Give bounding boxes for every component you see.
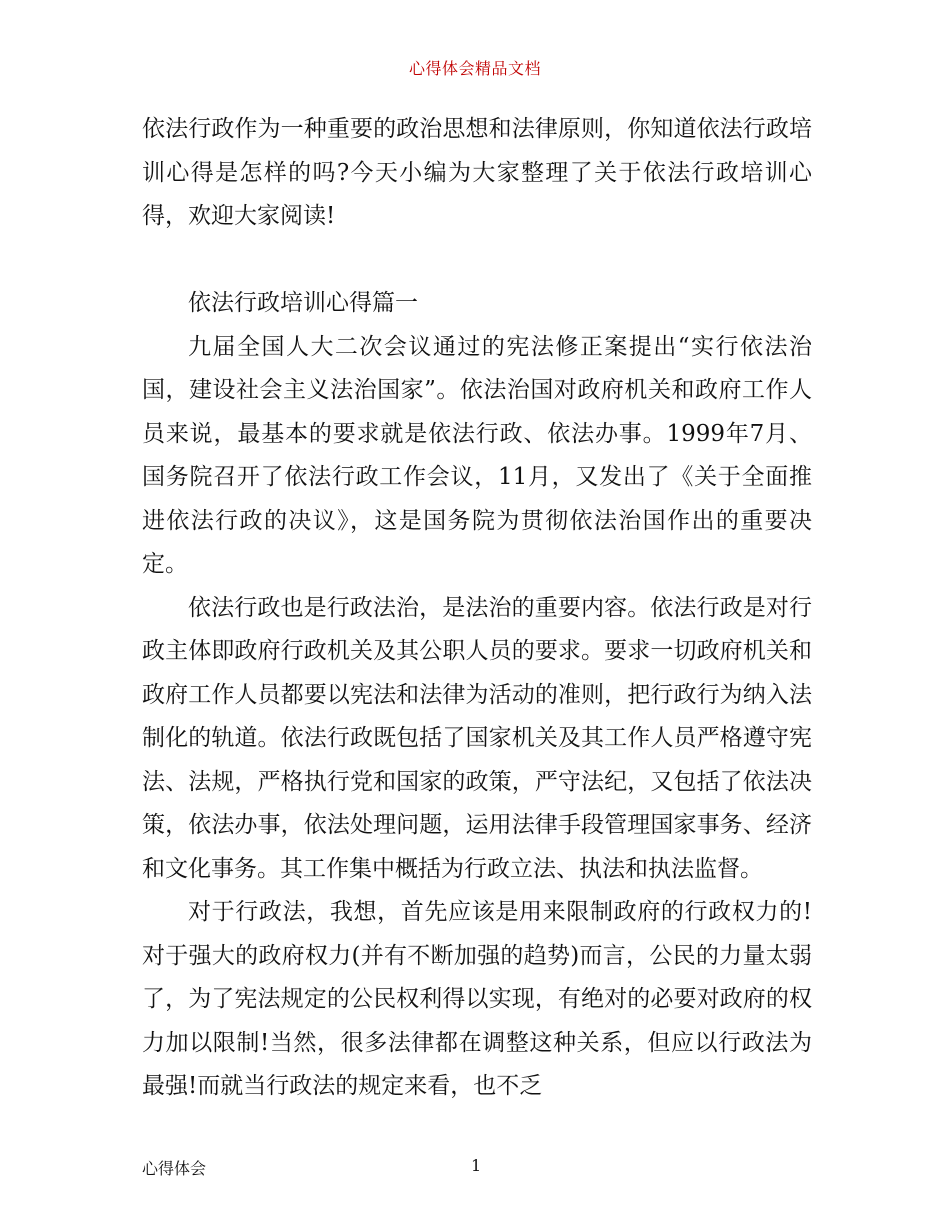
document-header: 心得体会精品文档 bbox=[408, 59, 541, 78]
page-number: 1 bbox=[471, 1156, 482, 1175]
document-body bbox=[142, 108, 812, 1109]
body-paragraph-2: 依法行政也是行政法治，是法治的重要内容。依法行政是对行政主体即政府行政机关及其公职人员的要求。要求一切政府机关和政府工作人员都要以宪法和法律为活动的准则，把行政行为纳入法制化的轨道。依法行政既包括了国家机关及其工作人员严格遵守宪法、法规，严格执行党和国家的政策，严守法纪，又包括了依法决策，依法办事，依法处理问题，运用法律手段管理国家事务、经济和文化事务。其工作集中概括为行政立法、执法和执法监督。 bbox=[142, 594, 812, 882]
intro-paragraph: 依法行政作为一种重要的政治思想和法律原则，你知道依法行政培训心得是怎样的吗?今天小编为大家整理了关于依法行政培训心得，欢迎大家阅读! bbox=[142, 116, 812, 229]
footer-label: 心得体会 bbox=[142, 1159, 207, 1178]
body-paragraph-3: 对于行政法，我想，首先应该是用来限制政府的行政权力的!对于强大的政府权力(并有不断加强的趋势)而言，公民的力量太弱了，为了宪法规定的公民权利得以实现，有绝对的必要对政府的权力加以限制!当然，很多法律都在调整这种关系，但应以行政法为最强!而就当行政法的规定来看，也不乏 bbox=[142, 899, 812, 1099]
section-heading: 依法行政培训心得篇一 bbox=[188, 290, 418, 316]
paragraph-spacer bbox=[142, 239, 812, 283]
body-paragraph-1: 九届全国人大二次会议通过的宪法修正案提出“实行依法治国，建设社会主义法治国家”。依法治国对政府机关和政府工作人员来说，最基本的要求就是依法行政、依法办事。1999年7月、国务院召开了依法行政工作会议，11月，又发出了《关于全面推进依法行政的决议》，这是国务院为贯彻依法治国作出的重要决定。 bbox=[142, 333, 812, 577]
